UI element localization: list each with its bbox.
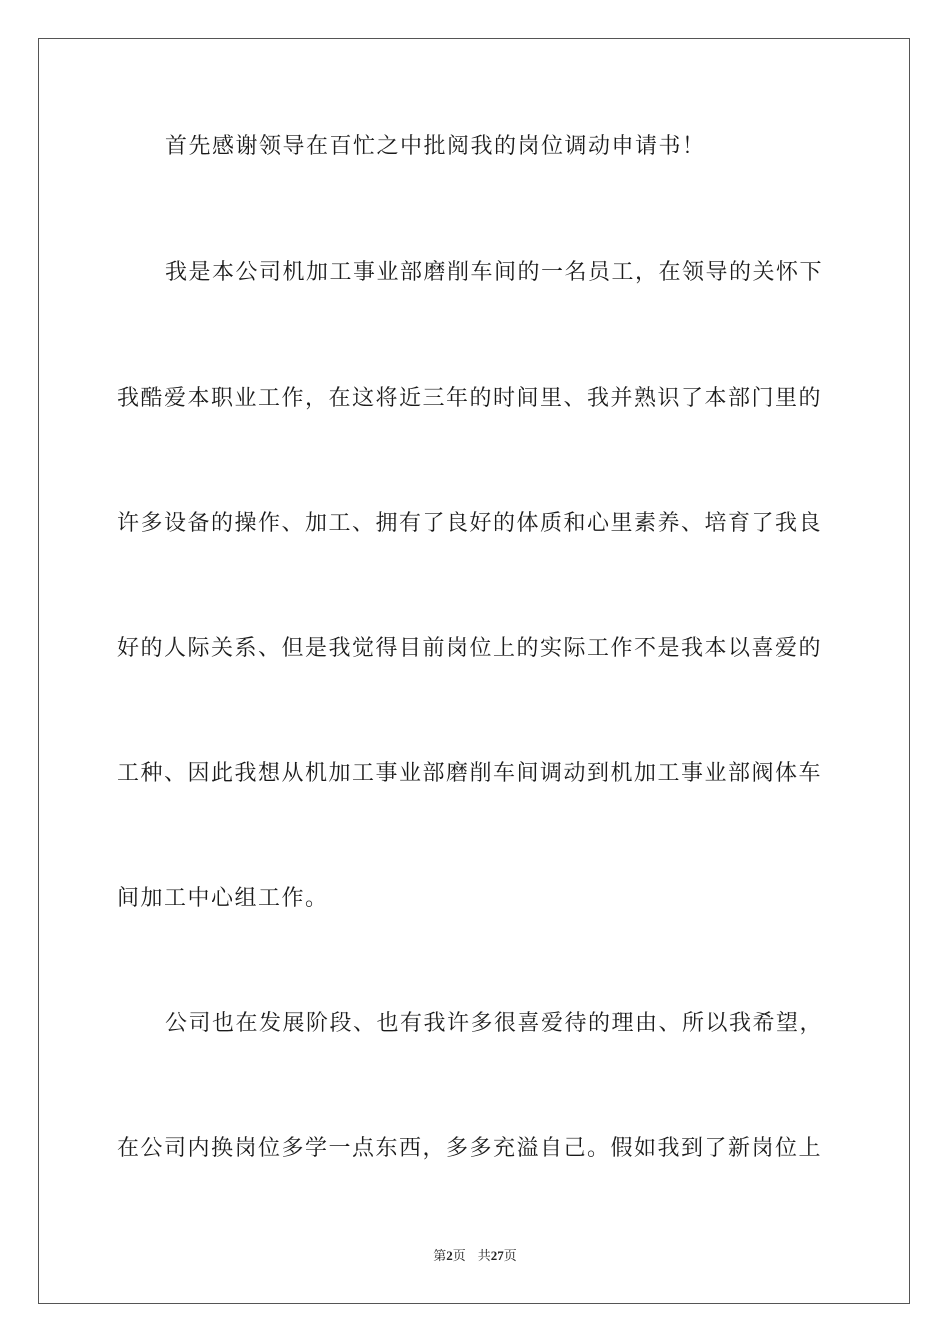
page-footer	[0, 1247, 950, 1265]
paragraph-line-3: 我酷爱本职业工作，在这将近三年的时间里、我并熟识了本部门里的	[117, 386, 823, 411]
page-suffix: 页	[452, 1248, 466, 1263]
page-prefix: 第	[433, 1248, 447, 1263]
paragraph-line-8: 公司也在发展阶段、也有我许多很喜爱待的理由、所以我希望，	[165, 1011, 824, 1036]
total-prefix: 共	[477, 1248, 491, 1263]
page-number: 2	[446, 1248, 453, 1263]
paragraph-line-6: 工种、因此我想从机加工事业部磨削车间调动到机加工事业部阀体车	[117, 761, 823, 786]
page-border	[38, 38, 910, 1304]
paragraph-line-9: 在公司内换岗位多学一点东西，多多充溢自己。假如我到了新岗位上	[117, 1136, 823, 1161]
paragraph-line-4: 许多设备的操作、加工、拥有了良好的体质和心里素养、培育了我良	[117, 511, 823, 536]
paragraph-line-5: 好的人际关系、但是我觉得目前岗位上的实际工作不是我本以喜爱的	[117, 636, 823, 661]
total-suffix: 页	[503, 1248, 517, 1263]
paragraph-line-7: 间加工中心组工作。	[117, 886, 329, 911]
paragraph-line-2: 我是本公司机加工事业部磨削车间的一名员工，在领导的关怀下	[165, 260, 824, 285]
paragraph-line-1: 首先感谢领导在百忙之中批阅我的岗位调动申请书！	[165, 134, 706, 159]
total-pages: 27	[490, 1248, 504, 1263]
